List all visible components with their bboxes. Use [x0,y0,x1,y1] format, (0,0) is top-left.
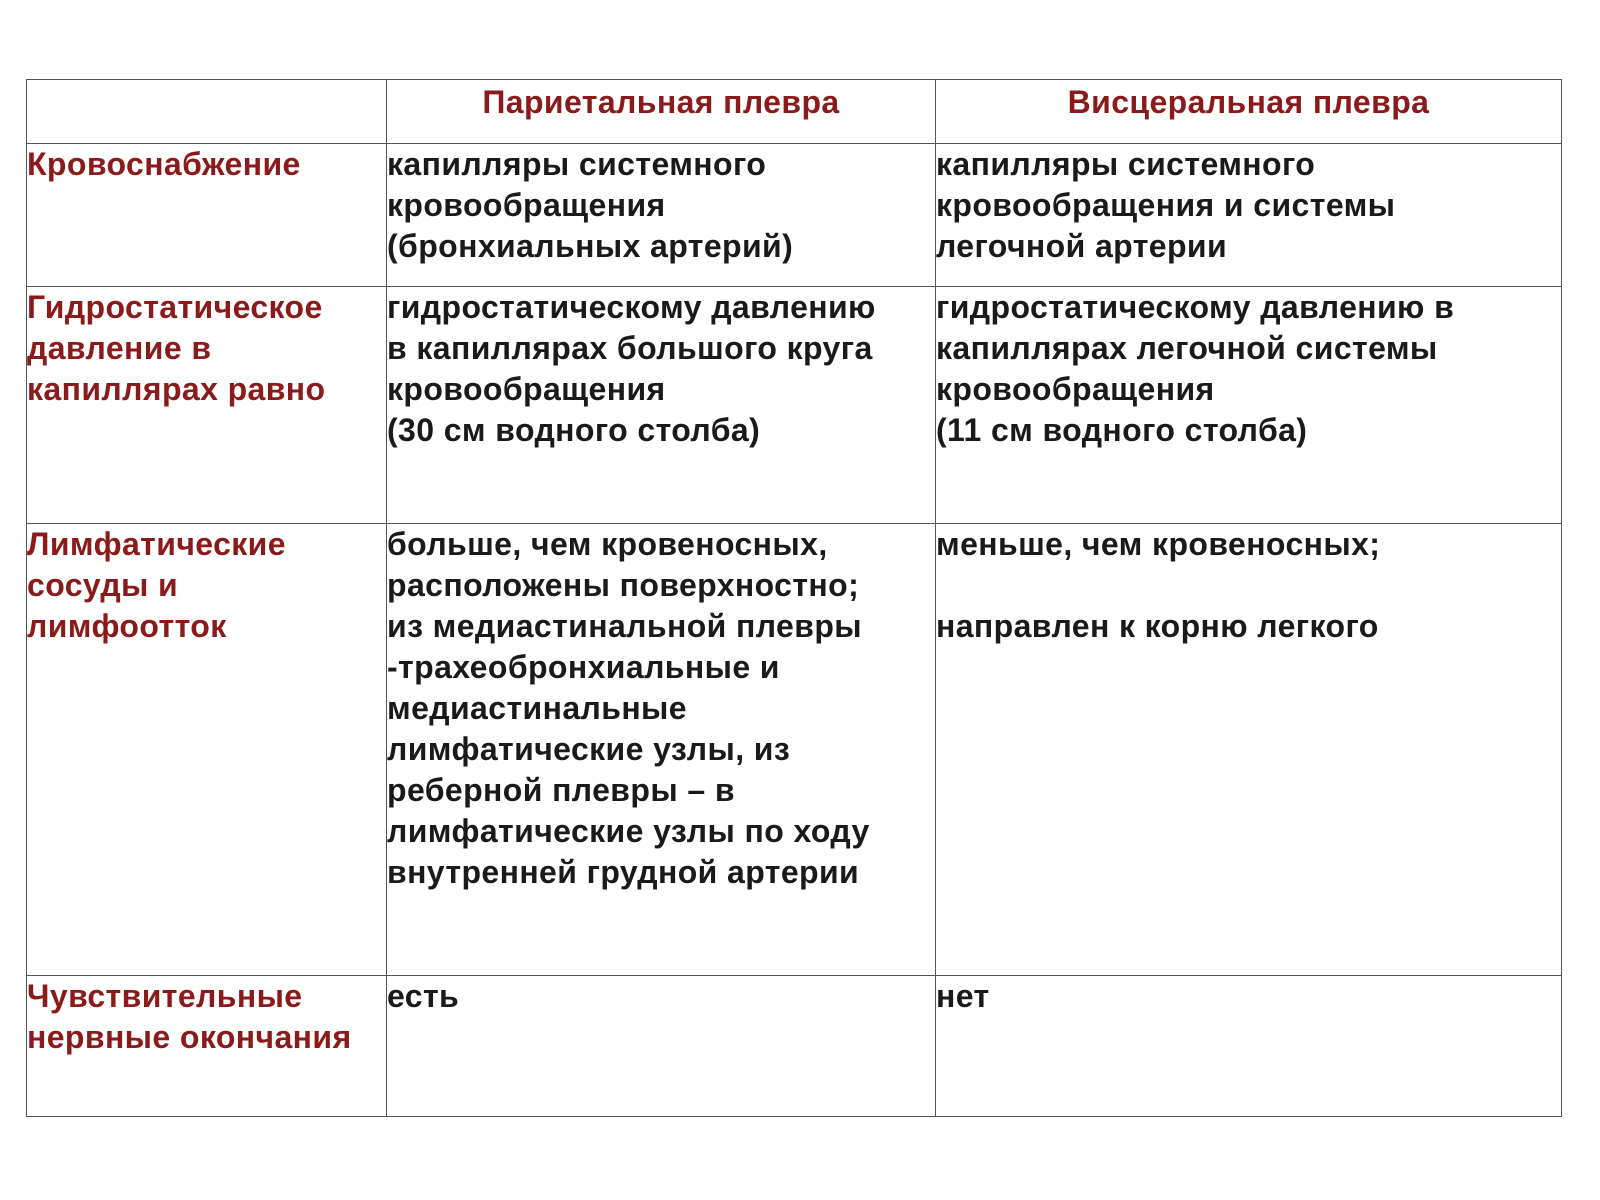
row-label-line: капиллярах равно [27,371,326,407]
cell-line: капилляры системного [387,146,767,182]
table-row [27,287,1562,524]
cell-line: (бронхиальных артерий) [387,228,794,264]
table-header-row [27,80,1562,144]
cell-visceral-nerve-endings [936,976,1562,1117]
row-label-line: Чувствительные [27,978,303,1014]
cell-visceral-lymphatic [936,524,1562,976]
cell-line: (11 см водного столба) [936,412,1308,448]
cell-line: направлен к корню легкого [936,608,1379,644]
row-label-line: давление в [27,330,212,366]
row-label-nerve-endings [27,976,387,1117]
column-header-visceral: Висцеральная плевра [936,80,1562,144]
row-label-line: Кровоснабжение [27,146,301,182]
comparison-table [26,79,1562,1117]
table-row [27,144,1562,287]
table-row [27,976,1562,1117]
cell-line: лимфатические узлы по ходу [387,813,870,849]
corner-cell [27,80,387,144]
cell-line: гидростатическому давлению [387,289,876,325]
row-label-line: нервные окончания [27,1019,352,1055]
cell-line: реберной плевры – в [387,772,735,808]
cell-line: больше, чем кровеносных, [387,526,828,562]
cell-line: кровообращения [387,371,666,407]
cell-line: меньше, чем кровеносных; [936,526,1381,562]
table-row [27,524,1562,976]
cell-line: нет [936,978,990,1014]
cell-line: -трахеобронхиальные и [387,649,780,685]
cell-parietal-nerve-endings [387,976,936,1117]
row-label-lymphatic [27,524,387,976]
cell-line: расположены поверхностно; [387,567,860,603]
cell-line: есть [387,978,460,1014]
cell-line: (30 см водного столба) [387,412,761,448]
cell-line: внутренней грудной артерии [387,854,860,890]
row-label-line: лимфоотток [27,608,227,644]
cell-visceral-blood-supply [936,144,1562,287]
row-label-hydrostatic-pressure [27,287,387,524]
cell-line: кровообращения [936,371,1215,407]
cell-blank-line [936,565,1561,606]
cell-parietal-lymphatic [387,524,936,976]
cell-visceral-hydrostatic-pressure [936,287,1562,524]
row-label-line: сосуды и [27,567,179,603]
cell-line: кровообращения [387,187,666,223]
cell-line: гидростатическому давлению в [936,289,1455,325]
cell-parietal-hydrostatic-pressure [387,287,936,524]
cell-line: медиастинальные [387,690,687,726]
cell-line: из медиастинальной плевры [387,608,862,644]
row-label-blood-supply [27,144,387,287]
cell-line: капиллярах легочной системы [936,330,1438,366]
cell-line: в капиллярах большого круга [387,330,873,366]
cell-line: лимфатические узлы, из [387,731,791,767]
cell-line: легочной артерии [936,228,1228,264]
cell-line: капилляры системного [936,146,1316,182]
column-header-parietal: Париетальная плевра [387,80,936,144]
row-label-line: Гидростатическое [27,289,323,325]
cell-parietal-blood-supply [387,144,936,287]
row-label-line: Лимфатические [27,526,286,562]
cell-line: кровообращения и системы [936,187,1396,223]
